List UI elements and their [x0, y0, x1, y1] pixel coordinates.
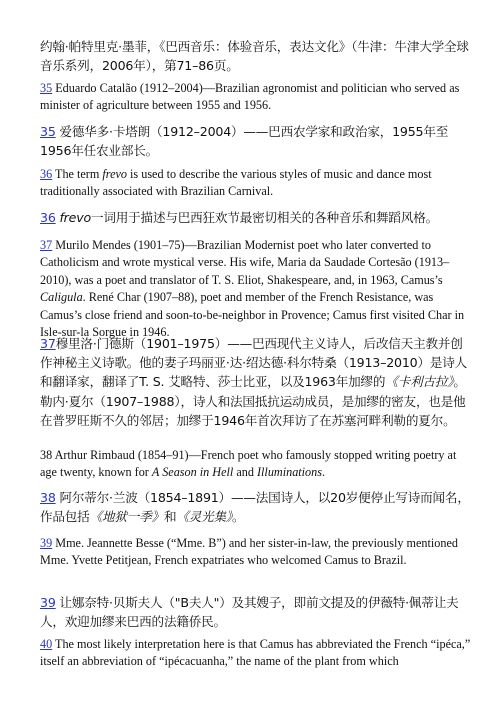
footnote-text: and — [233, 465, 257, 480]
footnote-36-link[interactable]: 36 — [40, 167, 53, 181]
footnote-text: 。勒内·夏尔（1907–1988），诗人和法国抵抗运动成员，是加缪的密友，也是他在普罗旺斯不久的邻居；加缪于1946年首次拜访了在苏塞河畔利勒的夏尔。 — [40, 374, 466, 428]
footnote-text: 穆里洛·门德斯（1901–1975）——巴西现代主义诗人，后改信天主教并创作神秘主义诗歌。他的妻子玛丽亚·达·绍达德·科尔特桑（1913–2010）是诗人和翻译家，翻译了T. S. 艾略特、莎士比亚，以及1963年加缪的 — [40, 336, 468, 390]
footnote-39-en — [40, 535, 472, 570]
footnote-35-zh — [40, 122, 472, 160]
footnote-text: 。 — [232, 509, 245, 525]
footnote-text: 阿尔蒂尔·兰波（1854–1891）——法国诗人，以20岁便停止写诗而闻名，作品包括 — [40, 490, 470, 525]
footnote-38-en — [40, 447, 472, 482]
footnote-italic-term: frevo — [102, 167, 127, 181]
footnote-39-link[interactable]: 39 — [40, 536, 53, 550]
footnote-text: The term — [55, 167, 103, 181]
footnote-italic-term: frevo — [59, 210, 91, 225]
footnote-36-en — [40, 166, 472, 201]
footnote-37-en — [40, 237, 472, 341]
footnote-text: 约翰·帕特里克·墨菲，《巴西音乐：体验音乐，表达文化》（牛津：牛津大学全球音乐系列，2006年），第71–86页。 — [40, 39, 469, 74]
footnote-italic-title: Caligula — [40, 290, 83, 305]
footnote-34-zh-continuation — [40, 37, 472, 75]
footnote-text: Mme. Jeannette Besse (“Mme. B”) and her sister-in-law, the previously mentioned Mme. Yvette Petitjean, French expatriates who welcomed Camus to Brazil. — [40, 536, 458, 568]
footnote-40-en — [40, 636, 472, 671]
footnote-italic-title: A Season in Hell — [151, 465, 234, 480]
footnote-38-number: 38 — [40, 448, 53, 462]
footnote-36-zh-link[interactable]: 36 — [40, 210, 56, 225]
footnote-35-en — [40, 80, 472, 115]
footnote-36-zh — [40, 208, 472, 227]
footnote-italic-title: Illuminations — [256, 465, 322, 480]
footnote-38-zh-link[interactable]: 38 — [40, 490, 56, 505]
footnote-text: 爱德华多·卡塔朗（1912–2004）——巴西农学家和政治家，1955年至1956年任农业部长。 — [40, 124, 449, 159]
footnote-text: 一词用于描述与巴西狂欢节最密切相关的各种音乐和舞蹈风格。 — [90, 210, 439, 225]
footnote-37-link[interactable]: 37 — [40, 238, 53, 252]
footnote-italic-title: 《灵光集》 — [176, 509, 233, 525]
footnote-text: 让娜奈特·贝斯夫人（"B夫人"）及其嫂子，即前文提及的伊薇特·佩蒂让夫人，欢迎加缪来巴西的法籍侨民。 — [40, 595, 459, 630]
footnote-text: The most likely interpretation here is that Camus has abbreviated the French “ipéca,” itself an abbreviation of “ipécacuanha,” the name of the plant from which — [40, 637, 471, 669]
footnote-38-zh — [40, 488, 472, 526]
footnote-37-zh — [40, 334, 472, 430]
footnote-35-link[interactable]: 35 — [40, 81, 53, 95]
footnote-text: . — [322, 465, 326, 480]
footnote-39-zh — [40, 593, 472, 631]
footnote-text: Murilo Mendes (1901–75)—Brazilian Modernist poet who later converted to Catholicism and wrote mystical verse. His wife, Maria da Saudade Cortesão (1913–2010), was a poet and translator of T. S. Eliot, Shakespeare, and, in 1963, Camus’s — [40, 238, 450, 287]
footnote-39-zh-link[interactable]: 39 — [40, 595, 56, 610]
footnote-35-zh-link[interactable]: 35 — [40, 124, 56, 139]
footnote-italic-title: 《卡利古拉》 — [385, 374, 454, 390]
footnote-40-link[interactable]: 40 — [40, 637, 53, 651]
footnote-text: 和 — [163, 509, 177, 525]
footnote-text: Eduardo Catalão (1912–2004)—Brazilian agronomist and politician who served as minister of agriculture between 1955 and 1956. — [40, 81, 460, 113]
footnote-text: Arthur Rimbaud (1854–91)—French poet who famously stopped writing poetry at age twenty, known for — [40, 448, 457, 480]
footnote-italic-title: 《地狱一季》 — [89, 509, 164, 525]
footnote-text: . René Char (1907–88), poet and member of the French Resistance, was Camus’s close friend and soon-to-be-neighbor in Provence; Camus first visited Char in Isle-sur-la Sorgue in 1946. — [40, 290, 465, 340]
footnote-37-zh-link[interactable]: 37 — [40, 336, 56, 351]
footnote-text: is used to describe the various styles of music and dance most traditionally associated with Brazilian Carnival. — [40, 167, 432, 199]
